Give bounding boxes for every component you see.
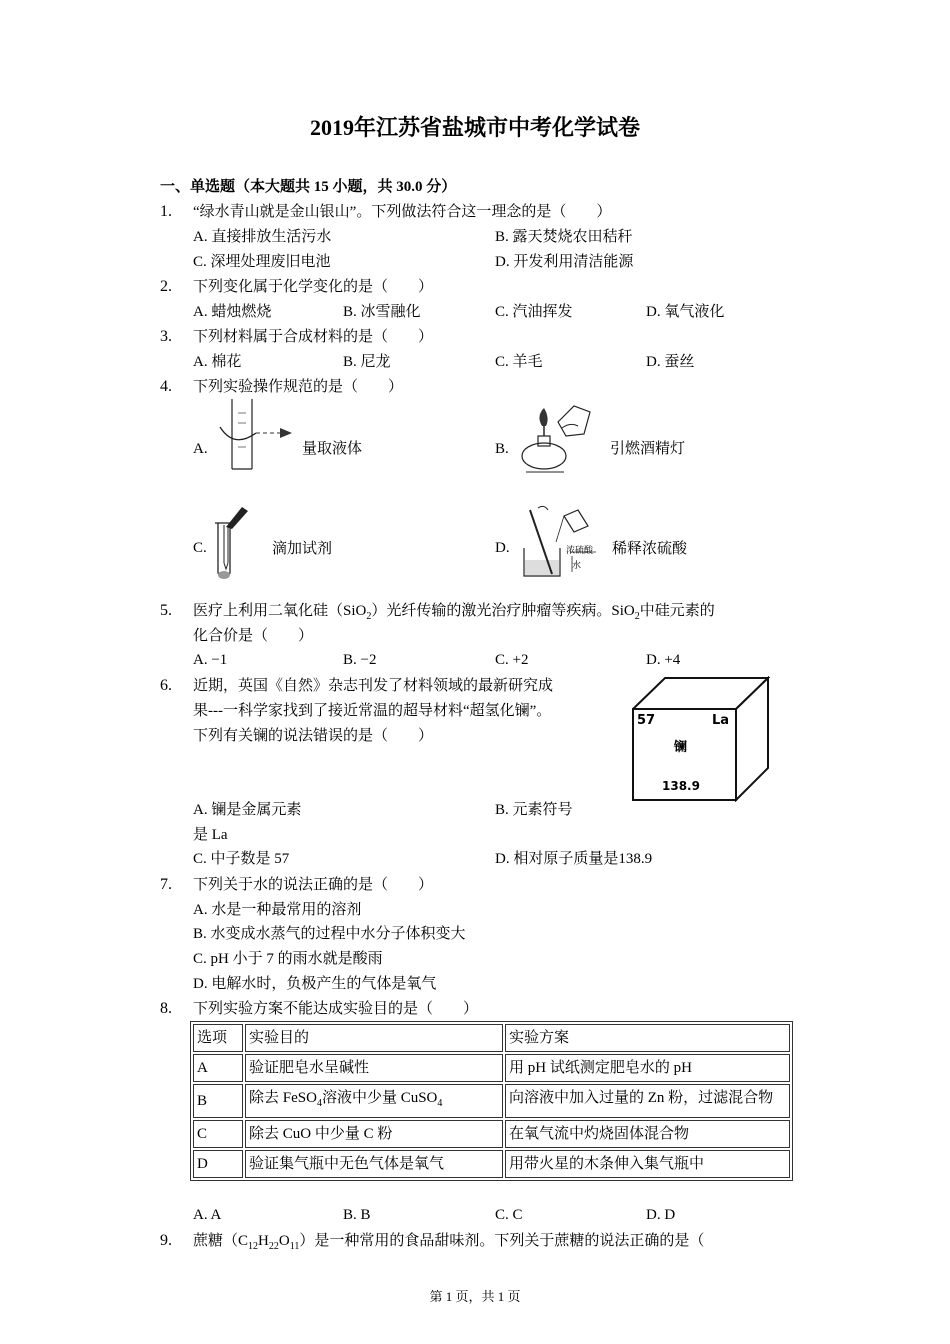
option-c: C. 深埋处理废旧电池 (193, 254, 331, 270)
section-heading: 一、单选题（本大题共 15 小题，共 30.0 分） (160, 179, 457, 195)
option-a-caption: 量取液体 (302, 441, 363, 457)
table-cell: 用 pH 试纸测定肥皂水的 pH (505, 1054, 790, 1082)
question-stem: 下列实验操作规范的是（ ） (193, 379, 404, 395)
option-b: B. 尼龙 (343, 354, 391, 370)
question-stem-cont: 化合价是（ ） (193, 628, 314, 644)
option-b-letter: B. (495, 441, 509, 457)
table-header: 选项 (193, 1024, 243, 1052)
option-c-letter: C. (193, 540, 207, 556)
option-c: C. 羊毛 (495, 354, 543, 370)
dropper-test-tube-figure (212, 503, 254, 583)
option-b: B. 冰雪融化 (343, 304, 421, 320)
option-a: A. −1 (193, 652, 228, 668)
option-b: B. 露天焚烧农田秸秆 (495, 229, 633, 245)
question-stem: 近期，英国《自然》杂志刊发了材料领域的最新研究成 (193, 678, 554, 694)
element-name: 镧 (674, 740, 688, 755)
table-cell: A (193, 1054, 243, 1082)
option-a: A. 直接排放生活污水 (193, 229, 332, 245)
option-b-cont: 是 La (193, 827, 228, 843)
table-cell: 验证集气瓶中无色气体是氧气 (245, 1150, 503, 1178)
option-a-letter: A. (193, 441, 208, 457)
option-b: B. 元素符号 (495, 802, 573, 818)
question-number: 9. (160, 1232, 172, 1249)
question-number: 2. (160, 278, 172, 295)
option-b: B. −2 (343, 652, 377, 668)
option-a: A. 镧是金属元素 (193, 802, 302, 818)
option-a: A. 棉花 (193, 354, 242, 370)
element-symbol: La (712, 713, 730, 728)
cube-outline (632, 676, 772, 802)
experiment-table (190, 1021, 793, 1181)
table-cell: 向溶液中加入过量的 Zn 粉，过滤混合物 (505, 1084, 790, 1118)
question-stem: 医疗上利用二氧化硅（SiO$_2$）光纤传输的激光治疗肿瘤等疾病。SiO$_2$中硅元素的 (193, 603, 715, 622)
table-cell: C (193, 1120, 243, 1148)
table-cell: 在氧气流中灼烧固体混合物 (505, 1120, 790, 1148)
question-stem: “绿水青山就是金山银山”。下列做法符合这一理念的是（ ） (193, 204, 612, 220)
question-stem: 下列变化属于化学变化的是（ ） (193, 279, 434, 295)
option-d-caption: 稀释浓硫酸 (612, 541, 688, 557)
table-cell: B (193, 1084, 243, 1118)
option-b-caption: 引燃酒精灯 (610, 441, 686, 457)
option-c: C. pH 小于 7 的雨水就是酸雨 (193, 951, 383, 967)
question-number: 1. (160, 203, 172, 220)
page-footer: 第 1 页，共 1 页 (429, 1289, 521, 1304)
question-stem: 下列关于水的说法正确的是（ ） (193, 877, 434, 893)
dilute-acid-figure (516, 502, 602, 582)
option-c: C. C (495, 1207, 523, 1223)
option-b: B. B (343, 1207, 371, 1223)
option-a: A. 水是一种最常用的溶剂 (193, 902, 362, 918)
option-d: D. +4 (646, 652, 681, 668)
table-header: 实验方案 (505, 1024, 790, 1052)
atomic-number: 57 (637, 713, 656, 728)
option-a: A. A (193, 1207, 222, 1223)
table-cell: 除去 CuO 中少量 C 粉 (245, 1120, 503, 1148)
option-d: D. D (646, 1207, 676, 1223)
question-stem: 下列实验方案不能达成实验目的是（ ） (193, 1001, 479, 1017)
option-a: A. 蜡烛燃烧 (193, 304, 272, 320)
option-b: B. 水变成水蒸气的过程中水分子体积变大 (193, 926, 466, 942)
page-title: 2019年江苏省盐城市中考化学试卷 (309, 115, 640, 140)
element-cube-figure (632, 676, 772, 802)
alcohol-lamp-figure (514, 396, 594, 478)
question-stem: 下列材料属于合成材料的是（ ） (193, 329, 434, 345)
question-number: 6. (160, 677, 172, 694)
option-d: D. 开发利用清洁能源 (495, 254, 634, 270)
table-cell: 除去 FeSO$_4$溶液中少量 CuSO$_4$ (245, 1084, 503, 1118)
question-stem: 蔗糖$(C_{12}H_{22}O_{11})$是一种常用的食品甜味剂。下列关于蔗糖的说法正确的是（ (193, 1233, 705, 1252)
table-header-row (193, 1024, 790, 1052)
option-d: D. 相对原子质量是138.9 (495, 851, 653, 867)
table-row (193, 1120, 790, 1148)
option-c-caption: 滴加试剂 (272, 541, 333, 557)
option-d: D. 蚕丝 (646, 354, 695, 370)
option-d: D. 氧气液化 (646, 304, 725, 320)
option-d-letter: D. (495, 540, 510, 556)
option-c: C. 中子数是 57 (193, 851, 290, 867)
table-cell: D (193, 1150, 243, 1178)
atomic-mass: 138.9 (662, 779, 700, 793)
option-c: C. 汽油挥发 (495, 304, 573, 320)
question-number: 4. (160, 378, 172, 395)
question-number: 7. (160, 876, 172, 893)
graduated-cylinder-figure (212, 397, 294, 473)
water-label: 水 (572, 560, 582, 570)
table-row (193, 1150, 790, 1178)
question-number: 5. (160, 602, 172, 619)
acid-label: 浓硫酸 (566, 545, 594, 555)
question-number: 3. (160, 328, 172, 345)
table-cell: 用带火星的木条伸入集气瓶中 (505, 1150, 790, 1178)
table-row (193, 1084, 790, 1118)
option-c: C. +2 (495, 652, 529, 668)
option-d: D. 电解水时，负极产生的气体是氧气 (193, 976, 437, 992)
question-stem-cont: 下列有关镧的说法错误的是（ ） (193, 728, 434, 744)
table-row (193, 1054, 790, 1082)
question-stem-cont: 果---一科学家找到了接近常温的超导材料“超氢化镧”。 (193, 703, 552, 719)
table-header: 实验目的 (245, 1024, 503, 1052)
question-number: 8. (160, 1000, 172, 1017)
table-cell: 验证肥皂水呈碱性 (245, 1054, 503, 1082)
